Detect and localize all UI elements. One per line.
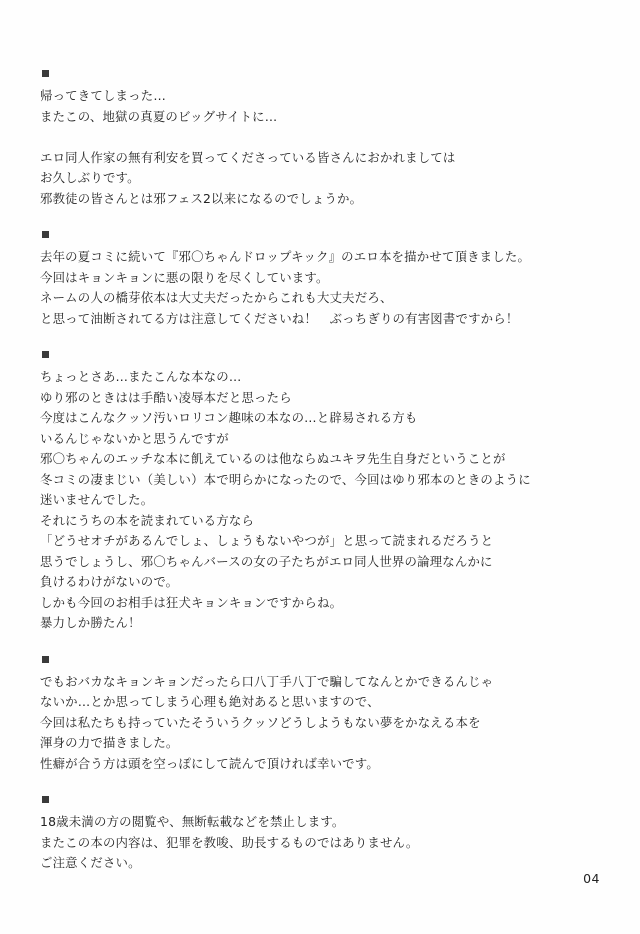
square-bullet-icon	[42, 70, 49, 77]
text-line: ご注意ください。	[40, 855, 141, 870]
text-line: 迷いませんでした。	[40, 492, 154, 507]
text-block	[40, 351, 596, 634]
text-line: ゆり邪のときはは手酷い凌辱本だと思ったら	[40, 389, 292, 405]
text-line: ないか…とか思ってしまう心理も絶対あると思いますので、	[40, 694, 380, 709]
text-line: いるんじゃないかと思うんですが	[40, 430, 229, 446]
page-number: 04	[583, 871, 600, 886]
text-line: 去年の夏コミに続いて『邪〇ちゃんドロップキック』のエロ本を描かせて頂きました。	[40, 249, 531, 264]
text-line: またこの本の内容は、犯罪を教唆、助長するものではありません。	[40, 834, 419, 850]
text-line: でもおバカなキョンキョンだったら口八丁手八丁で騙してなんとかできるんじゃ	[40, 673, 494, 689]
text-line: 「どうせオチがあるんでしょ、しょうもないやつが」と思って読まれるだろうと	[40, 533, 494, 548]
text-line: 冬コミの凄まじい（美しい）本で明らかになったので、今回はゆり邪本のときのように	[40, 471, 531, 487]
text-line: 帰ってきてしまった…	[40, 88, 166, 103]
square-bullet-icon	[42, 231, 49, 238]
square-bullet-icon	[42, 796, 49, 803]
text-line: ネームの人の橋芽依本は大丈夫だったからこれも大丈夫だろ、	[40, 290, 393, 305]
text-line: エロ同人作家の無有利安を買ってくださっている皆さんにおかれましては	[40, 149, 456, 165]
text-line: それにうちの本を読まれている方なら	[40, 512, 255, 528]
text-line	[40, 127, 596, 148]
text-block	[40, 796, 596, 874]
text-line: 性癖が合う方は頭を空っぽにして読んで頂ければ幸いです。	[40, 755, 379, 771]
text-line: 邪教徒の皆さんとは邪フェス2以来になるのでしょうか。	[40, 190, 363, 206]
text-line: 今度はこんなクッソ汚いロリコン趣味の本なの…と辟易される方も	[40, 410, 418, 425]
text-line: 18歳未満の方の閲覧や、無断転載などを禁止します。	[40, 814, 345, 829]
text-line: お久しぶりです。	[40, 170, 140, 185]
square-bullet-icon	[42, 351, 49, 358]
text-line: 邪〇ちゃんのエッチな本に飢えているのは他ならぬユキヲ先生自身だということが	[40, 451, 506, 466]
text-line: 今回は私たちも持っていたそういうクッソどうしようもない夢をかなえる本を	[40, 714, 481, 730]
text-line: と思って油断されてる方は注意してくださいね！ ぶっちぎりの有害図書ですから！	[40, 310, 519, 326]
text-line: 暴力しか勝たん！	[40, 615, 141, 630]
text-block	[40, 70, 596, 209]
text-line: しかも今回のお相手は狂犬キョンキョンですからね。	[40, 594, 343, 610]
text-line: 負けるわけがないので。	[40, 574, 179, 589]
text-block	[40, 231, 596, 329]
text-line: 渾身の力で描きました。	[40, 735, 179, 750]
afterword-text-body	[40, 70, 596, 896]
text-line: 今回はキョンキョンに悪の限りを尽くしています。	[40, 269, 329, 285]
text-block	[40, 656, 596, 775]
text-line: ちょっとさあ…またこんな本なの…	[40, 369, 242, 384]
square-bullet-icon	[42, 656, 49, 663]
text-line: 思うでしょうし、邪〇ちゃんバースの女の子たちがエロ同人世界の論理なんかに	[40, 553, 493, 569]
text-line: またこの、地獄の真夏のビッグサイトに…	[40, 108, 278, 124]
